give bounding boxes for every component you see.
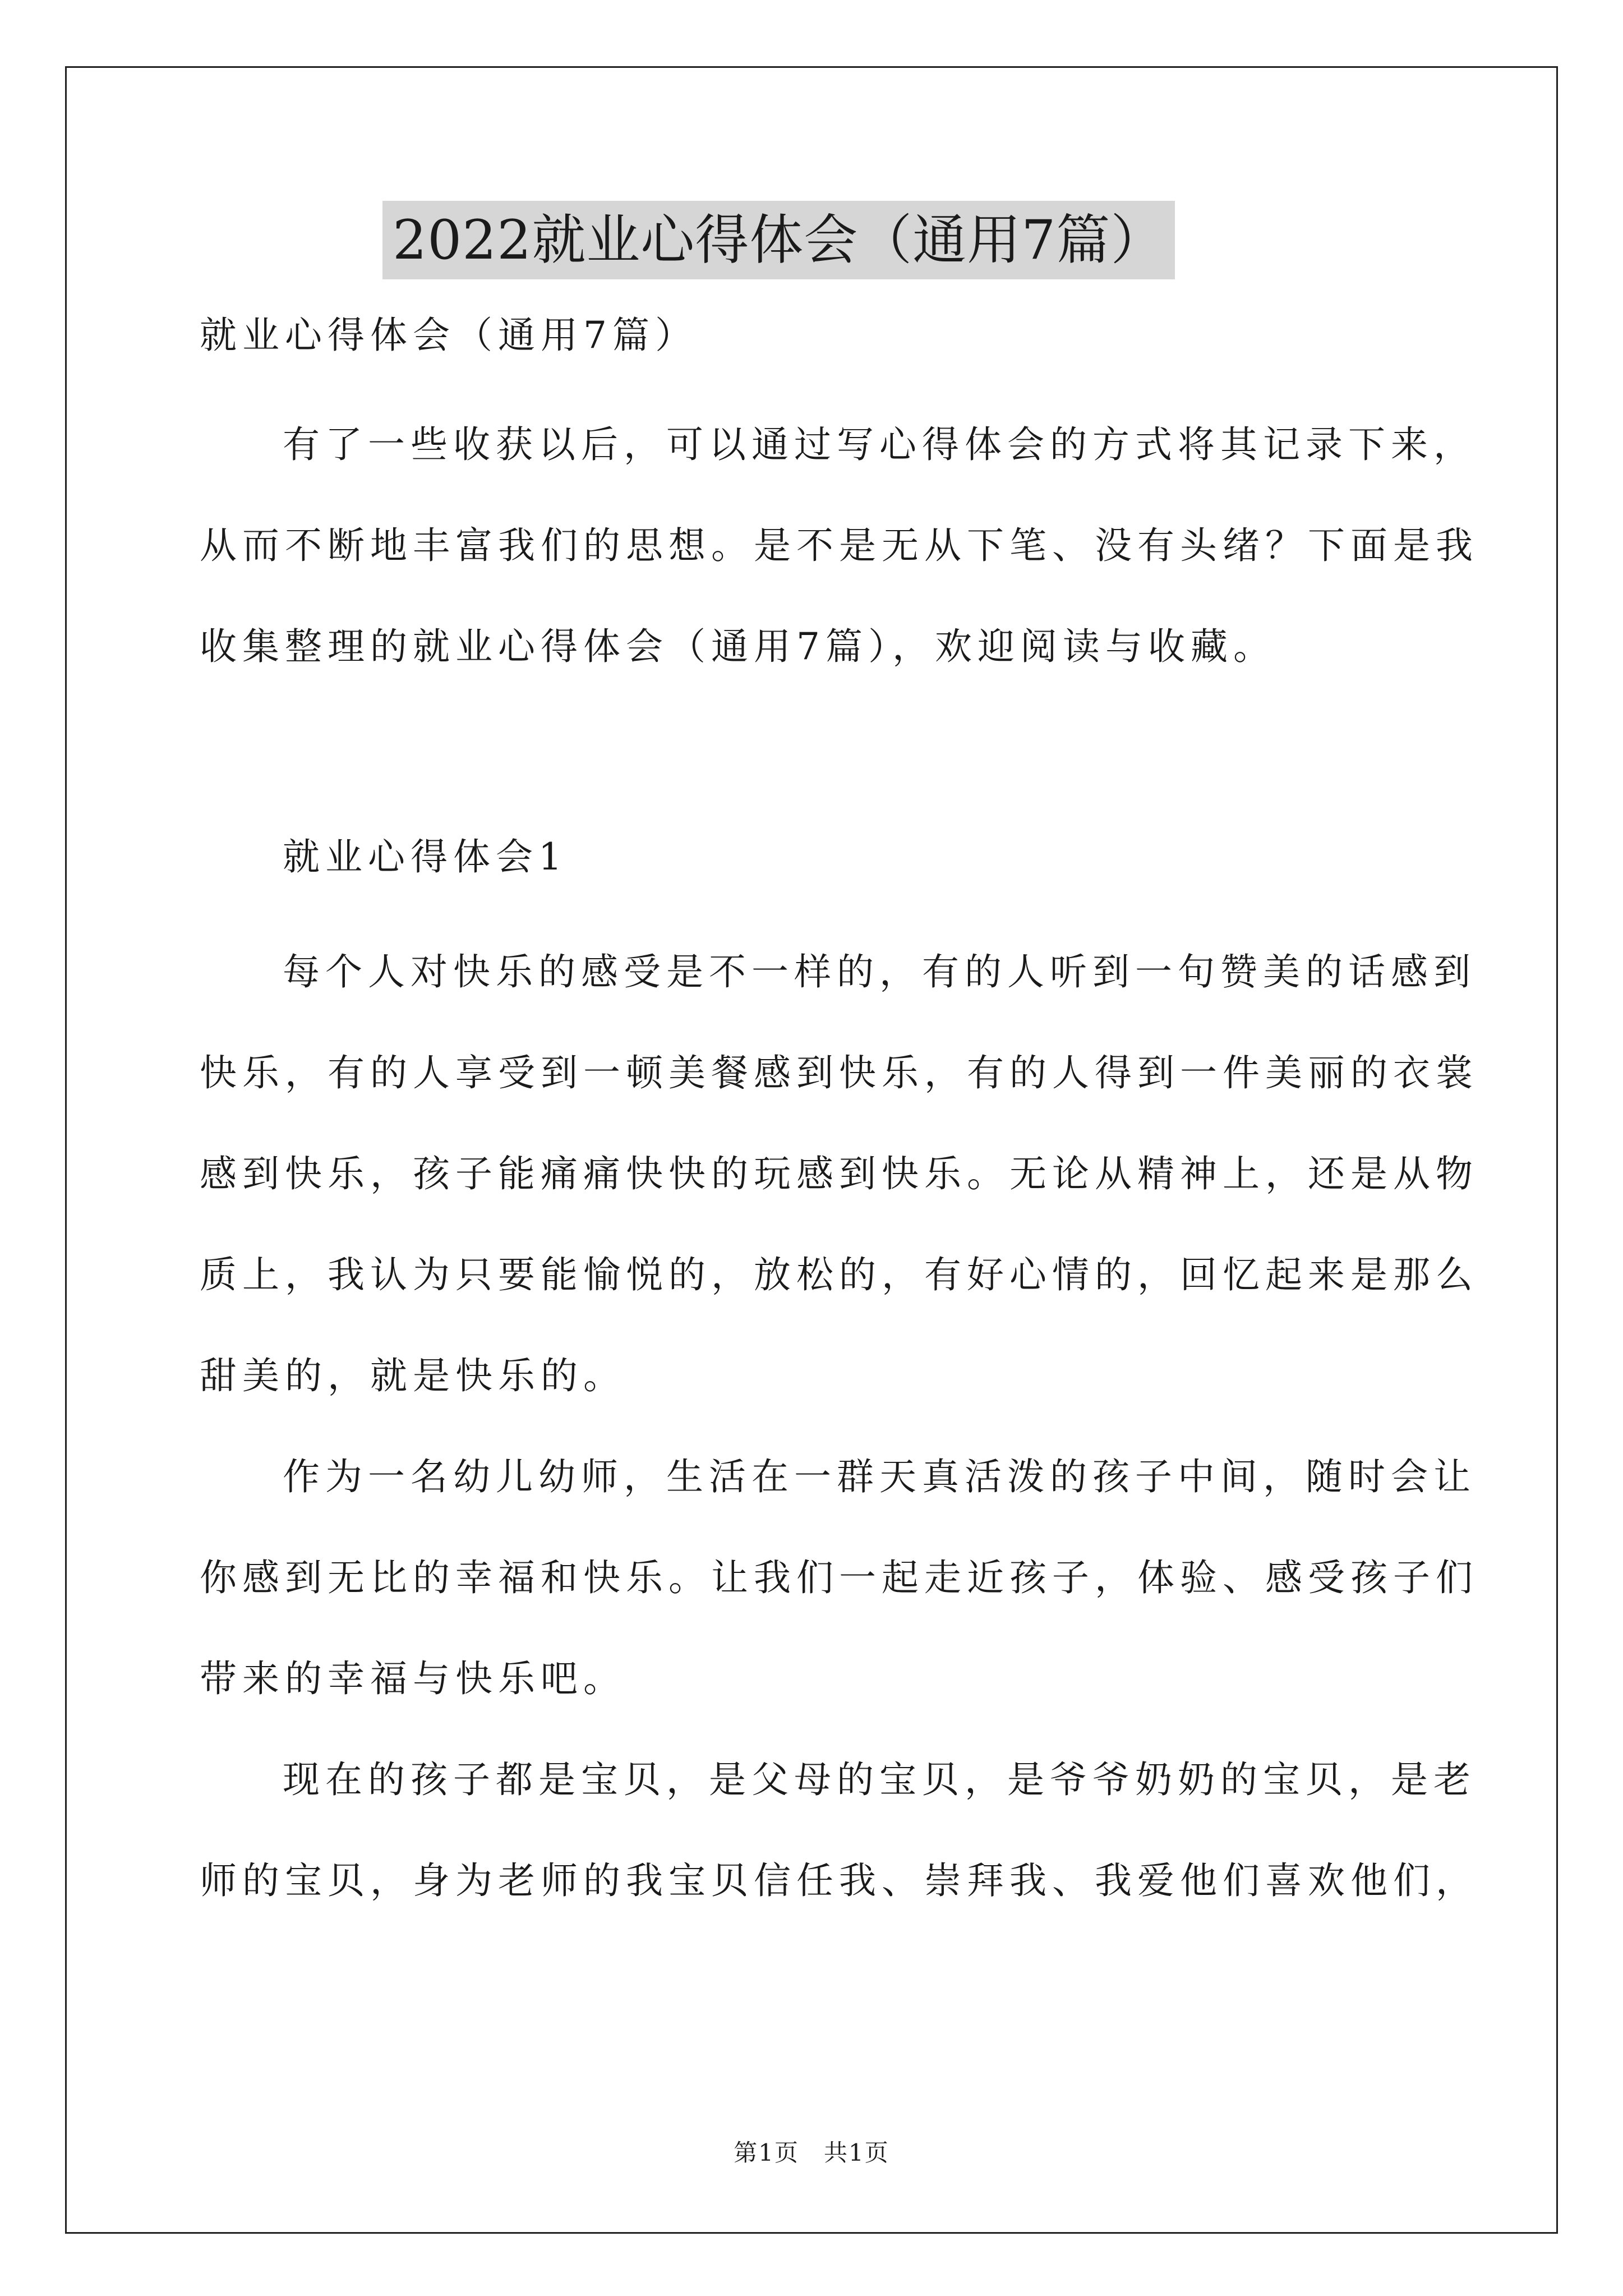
document-subtitle: 就业心得体会（通用7篇）	[200, 314, 698, 357]
paragraph-line: 感到快乐，孩子能痛痛快快的玩感到快乐。无论从精神上，还是从物	[200, 1152, 1478, 1195]
paragraph-line: 师的宝贝，身为老师的我宝贝信任我、崇拜我、我爱他们喜欢他们，	[200, 1859, 1478, 1902]
paragraph-line: 作为一名幼儿幼师，生活在一群天真活泼的孩子中间，随时会让	[283, 1455, 1476, 1498]
intro-line: 有了一些收获以后，可以通过写心得体会的方式将其记录下来，	[283, 423, 1476, 466]
paragraph-line: 你感到无比的幸福和快乐。让我们一起走近孩子，体验、感受孩子们	[200, 1556, 1478, 1599]
paragraph-line: 质上，我认为只要能愉悦的，放松的，有好心情的，回忆起来是那么	[200, 1253, 1478, 1296]
paragraph-line: 现在的孩子都是宝贝，是父母的宝贝，是爷爷奶奶的宝贝，是老	[283, 1758, 1476, 1801]
page-footer: 第1页 共1页	[734, 2139, 889, 2166]
paragraph-line: 每个人对快乐的感受是不一样的，有的人听到一句赞美的话感到	[283, 950, 1476, 993]
intro-line: 收集整理的就业心得体会（通用7篇），欢迎阅读与收藏。	[200, 625, 1276, 668]
paragraph-line: 带来的幸福与快乐吧。	[200, 1657, 626, 1700]
document-title: 2022就业心得体会（通用7篇）	[382, 201, 1175, 279]
page-border	[65, 66, 1558, 2234]
paragraph-line: 快乐，有的人享受到一顿美餐感到快乐，有的人得到一件美丽的衣裳	[200, 1051, 1478, 1094]
intro-line: 从而不断地丰富我们的思想。是不是无从下笔、没有头绪？下面是我	[200, 524, 1478, 567]
paragraph-line: 甜美的，就是快乐的。	[200, 1354, 626, 1397]
section-heading: 就业心得体会1	[283, 835, 568, 878]
